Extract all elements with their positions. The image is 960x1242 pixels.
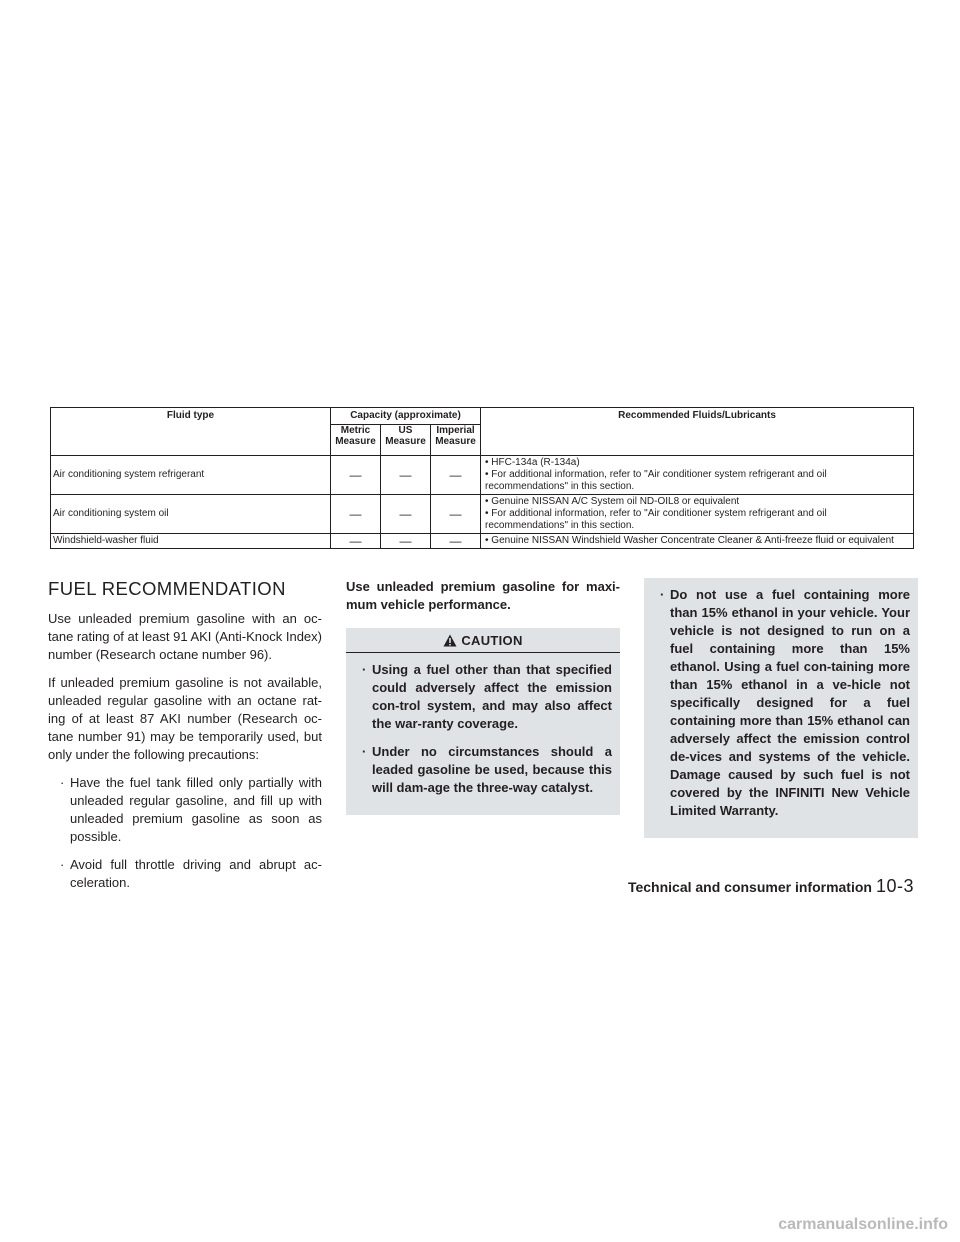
- header-fluid-type: Fluid type: [166, 410, 215, 421]
- column-right: [644, 578, 918, 838]
- list-item-text: Have the fuel tank filled only partially with unleaded regular gasoline, and fill up with unleaded premium gasoline as soon as possible.: [70, 775, 322, 844]
- caution-heading: [346, 628, 620, 653]
- recommended-line: • For additional information, refer to "Air conditioner system refrigerant and oil recommendations" in this section.: [485, 508, 827, 531]
- caution-box-continued: [644, 578, 918, 838]
- paragraph: Use unleaded premium gasoline with an oc-tane rating of at least 91 AKI (Anti-Knock Index) number (Research octane number 96).: [48, 611, 322, 662]
- metric-cell: —: [331, 456, 381, 495]
- caution-heading-text: CAUTION: [461, 633, 523, 648]
- table-row: [51, 495, 914, 534]
- list-item: · Avoid full throttle driving and abrupt ac-celeration.: [60, 857, 322, 890]
- recommended-line: • Genuine NISSAN A/C System oil ND-OIL8 or equivalent: [485, 496, 740, 507]
- us-cell: —: [381, 456, 431, 495]
- us-cell: —: [381, 534, 431, 549]
- recommended-line: • HFC-134a (R-134a): [485, 457, 580, 468]
- column-left: [48, 578, 322, 902]
- us-cell: —: [381, 495, 431, 534]
- paragraph: If unleaded premium gasoline is not available, unleaded regular gasoline with an octane rat-ing of at least 87 AKI number (Research oc-tane number 91) may be temporarily used, but only under the following precautions:: [48, 675, 322, 762]
- warning-icon: [443, 634, 457, 647]
- caution-item: · Using a fuel other than that specified could adversely affect the emission con-trol system, and may also affect the war-ranty coverage.: [362, 662, 612, 731]
- column-middle: [346, 578, 620, 815]
- imperial-cell: —: [431, 456, 481, 495]
- fluid-type-cell: Air conditioning system refrigerant: [53, 469, 205, 480]
- list-item: · Have the fuel tank filled only partially with unleaded regular gasoline, and fill up with unleaded premium gasoline as soon as possible.: [60, 775, 322, 844]
- recommended-line: • For additional information, refer to "Air conditioner system refrigerant and oil recommendations" in this section.: [485, 469, 827, 492]
- list-item-text: Avoid full throttle driving and abrupt ac-celeration.: [70, 857, 322, 890]
- imperial-cell: —: [431, 495, 481, 534]
- bold-paragraph: Use unleaded premium gasoline for maxi-mum vehicle performance.: [346, 579, 620, 612]
- header-recommended: Recommended Fluids/Lubricants: [481, 408, 914, 456]
- recommended-cell: [481, 495, 914, 534]
- chapter-title: Technical and consumer information: [627, 879, 872, 895]
- page-number: 10-3: [875, 876, 914, 896]
- imperial-cell: —: [431, 534, 481, 549]
- fluid-type-cell: Windshield-washer fluid: [53, 535, 159, 546]
- caution-item-text: Do not use a fuel containing more than 15% ethanol in your vehicle. Your vehicle is not designed to run on a fuel containing more than 15% ethanol. Using a fuel con-taining more than 15% ethanol in a ve-hicle not specifically designed for a fuel containing more than 15% ethanol can adversely affect the emission control de-vices and systems of the vehicle. Damage caused by such fuel is not covered by the INFINITI New Vehicle Limited Warranty.: [670, 587, 910, 818]
- metric-cell: —: [331, 495, 381, 534]
- recommended-line: • Genuine NISSAN Windshield Washer Concentrate Cleaner & Anti-freeze fluid or equivalent: [485, 535, 894, 546]
- recommended-cell: [481, 456, 914, 495]
- caution-item: · Do not use a fuel containing more than 15% ethanol in your vehicle. Your vehicle is not designed to run on a fuel containing more than 15% ethanol. Using a fuel con-taining more than 15% ethanol in a ve-hicle not specifically designed for a fuel containing more than 15% ethanol can adversely affect the emission control de-vices and systems of the vehicle. Damage caused by such fuel is not covered by the INFINITI New Vehicle Limited Warranty.: [660, 587, 910, 818]
- metric-cell: —: [331, 534, 381, 549]
- recommended-cell: [481, 534, 914, 549]
- watermark: carmanualsonline.info: [778, 1216, 948, 1233]
- header-metric: Metric Measure: [331, 425, 381, 456]
- section-title: FUEL RECOMMENDATION: [48, 578, 286, 599]
- caution-box: [346, 628, 620, 815]
- page-footer: [628, 876, 914, 897]
- fluid-type-cell: Air conditioning system oil: [53, 508, 169, 519]
- caution-item-text: Under no circumstances should a leaded gasoline be used, because this will dam-age the three-way catalyst.: [372, 744, 612, 795]
- header-imperial: Imperial Measure: [431, 425, 481, 456]
- table-row: [51, 456, 914, 495]
- header-capacity: Capacity (approximate): [331, 408, 481, 425]
- caution-item-text: Using a fuel other than that specified could adversely affect the emission con-trol system, and may also affect the war-ranty coverage.: [372, 662, 612, 731]
- table-row: [51, 534, 914, 549]
- fluid-table: [50, 407, 914, 549]
- caution-item: · Under no circumstances should a leaded gasoline be used, because this will dam-age the three-way catalyst.: [362, 744, 612, 795]
- header-us: US Measure: [381, 425, 431, 456]
